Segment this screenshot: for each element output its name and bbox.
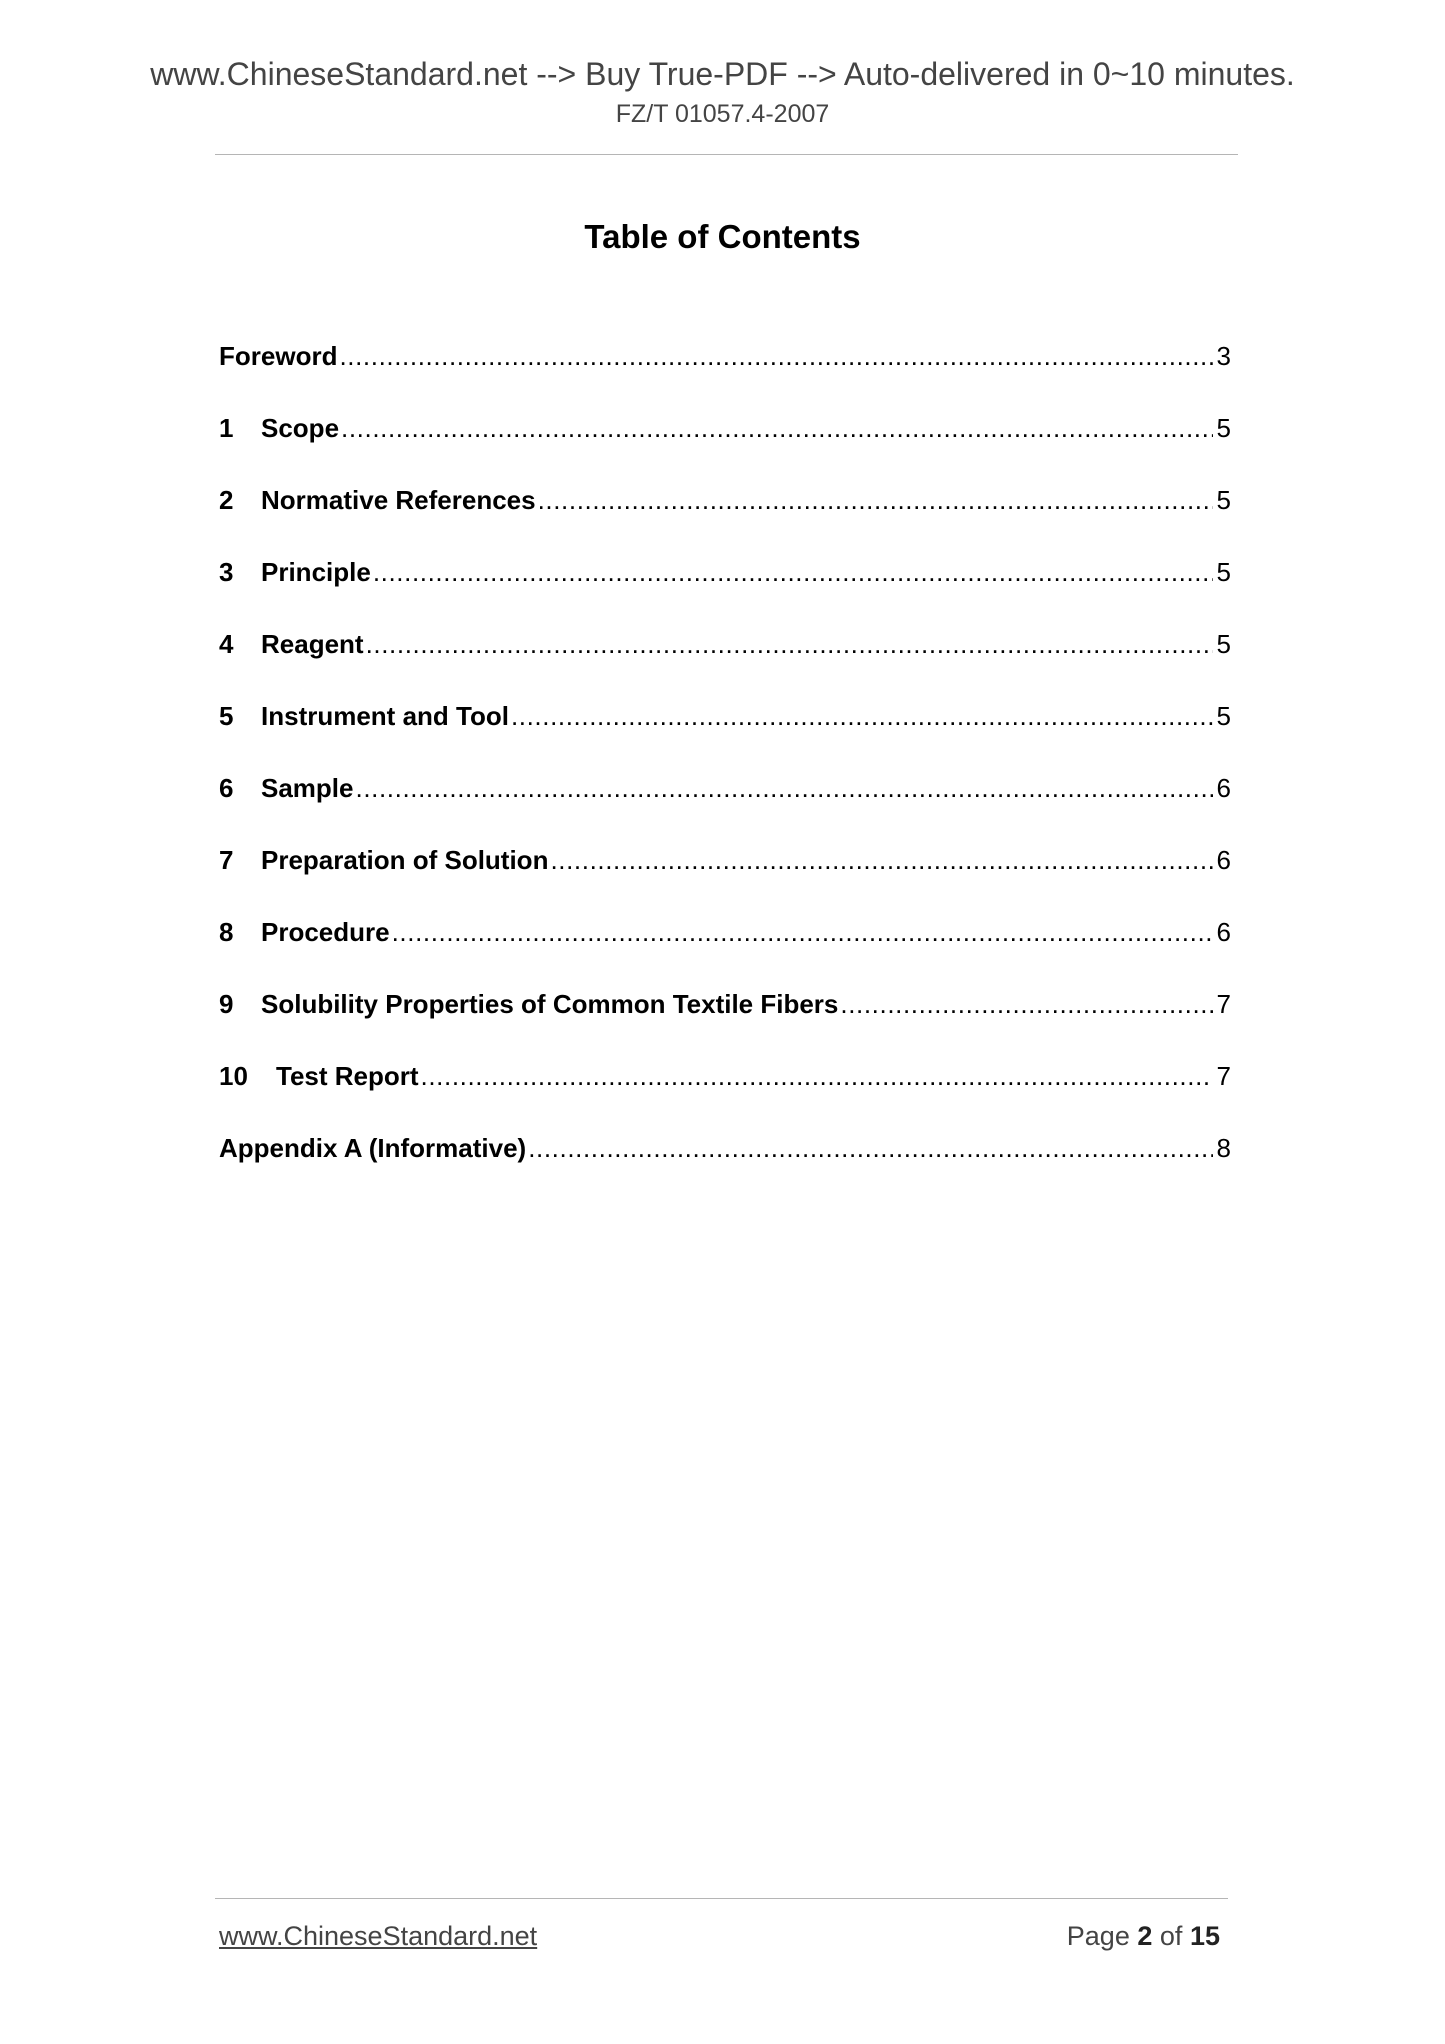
toc-page-number: 6 <box>1216 917 1231 947</box>
page-prefix: Page <box>1066 1921 1130 1951</box>
toc-entry-label: Scope <box>261 413 340 443</box>
toc-entry-test-report[interactable] <box>219 1056 1231 1128</box>
toc-page-number: 5 <box>1216 701 1231 731</box>
page-number-indicator <box>1067 1918 1220 1954</box>
total-pages-number: 15 <box>1189 1921 1220 1951</box>
toc-entry-label: Solubility Properties of Common Textile Fibers <box>261 989 839 1019</box>
toc-dot-leader <box>366 624 1213 664</box>
toc-entry-number: 9 <box>219 989 234 1019</box>
current-page-number: 2 <box>1137 1921 1153 1951</box>
toc-dot-leader <box>840 984 1212 1024</box>
toc-page-number: 5 <box>1216 485 1231 515</box>
toc-page-number: 7 <box>1216 1061 1231 1091</box>
toc-page-number: 3 <box>1216 341 1231 371</box>
toc-page-number: 5 <box>1216 413 1231 443</box>
toc-dot-leader <box>550 840 1212 880</box>
toc-dot-leader <box>421 1056 1213 1096</box>
toc-list <box>219 336 1231 1200</box>
toc-entry-procedure[interactable] <box>219 912 1231 984</box>
toc-entry-sample[interactable] <box>219 768 1231 840</box>
toc-entry-number: 7 <box>219 845 234 875</box>
toc-entry-label: Instrument and Tool <box>261 701 509 731</box>
toc-dot-leader <box>392 912 1213 952</box>
toc-dot-leader <box>373 552 1213 592</box>
toc-page-number: 8 <box>1216 1133 1231 1163</box>
toc-entry-label: Test Report <box>276 1061 419 1091</box>
toc-entry-number: 6 <box>219 773 234 803</box>
footer-divider <box>215 1898 1228 1899</box>
toc-entry-number: 5 <box>219 701 234 731</box>
toc-entry-number: 1 <box>219 413 234 443</box>
toc-entry-label: Procedure <box>261 917 390 947</box>
toc-entry-number: 2 <box>219 485 234 515</box>
header-banner: www.ChineseStandard.net --> Buy True-PDF --> Auto-delivered in 0~10 minutes. <box>150 56 1295 92</box>
toc-entry-foreword[interactable] <box>219 336 1231 408</box>
toc-dot-leader <box>511 696 1213 736</box>
toc-entry-instrument-and-tool[interactable] <box>219 696 1231 768</box>
toc-entry-label: Normative References <box>261 485 536 515</box>
toc-dot-leader <box>356 768 1213 808</box>
toc-dot-leader <box>341 408 1213 448</box>
page-of-label: of <box>1159 1921 1183 1951</box>
toc-dot-leader <box>339 336 1212 376</box>
toc-entry-scope[interactable] <box>219 408 1231 480</box>
toc-entry-principle[interactable] <box>219 552 1231 624</box>
toc-entry-label: Reagent <box>261 629 364 659</box>
footer-website-link[interactable]: www.ChineseStandard.net <box>219 1921 538 1951</box>
toc-page-number: 6 <box>1216 773 1231 803</box>
toc-entry-number: 10 <box>219 1061 248 1091</box>
toc-page-number: 7 <box>1216 989 1231 1019</box>
toc-entry-appendix-a[interactable] <box>219 1128 1231 1200</box>
header-divider <box>215 154 1238 155</box>
toc-entry-label: Sample <box>261 773 354 803</box>
toc-title: Table of Contents <box>584 218 861 255</box>
toc-entry-number: 3 <box>219 557 234 587</box>
toc-page-number: 6 <box>1216 845 1231 875</box>
toc-entry-label: Appendix A (Informative) <box>219 1133 527 1163</box>
toc-entry-solubility-properties[interactable] <box>219 984 1231 1056</box>
toc-entry-label: Preparation of Solution <box>261 845 549 875</box>
toc-entry-label: Foreword <box>219 341 338 371</box>
toc-page-number: 5 <box>1216 557 1231 587</box>
toc-dot-leader <box>528 1128 1212 1168</box>
toc-entry-normative-references[interactable] <box>219 480 1231 552</box>
toc-page-number: 5 <box>1216 629 1231 659</box>
page-header <box>0 54 1445 130</box>
toc-entry-number: 4 <box>219 629 234 659</box>
toc-entry-label: Principle <box>261 557 371 587</box>
standard-number: FZ/T 01057.4-2007 <box>615 100 830 128</box>
toc-entry-number: 8 <box>219 917 234 947</box>
toc-entry-preparation-of-solution[interactable] <box>219 840 1231 912</box>
toc-entry-reagent[interactable] <box>219 624 1231 696</box>
toc-dot-leader <box>538 480 1213 520</box>
